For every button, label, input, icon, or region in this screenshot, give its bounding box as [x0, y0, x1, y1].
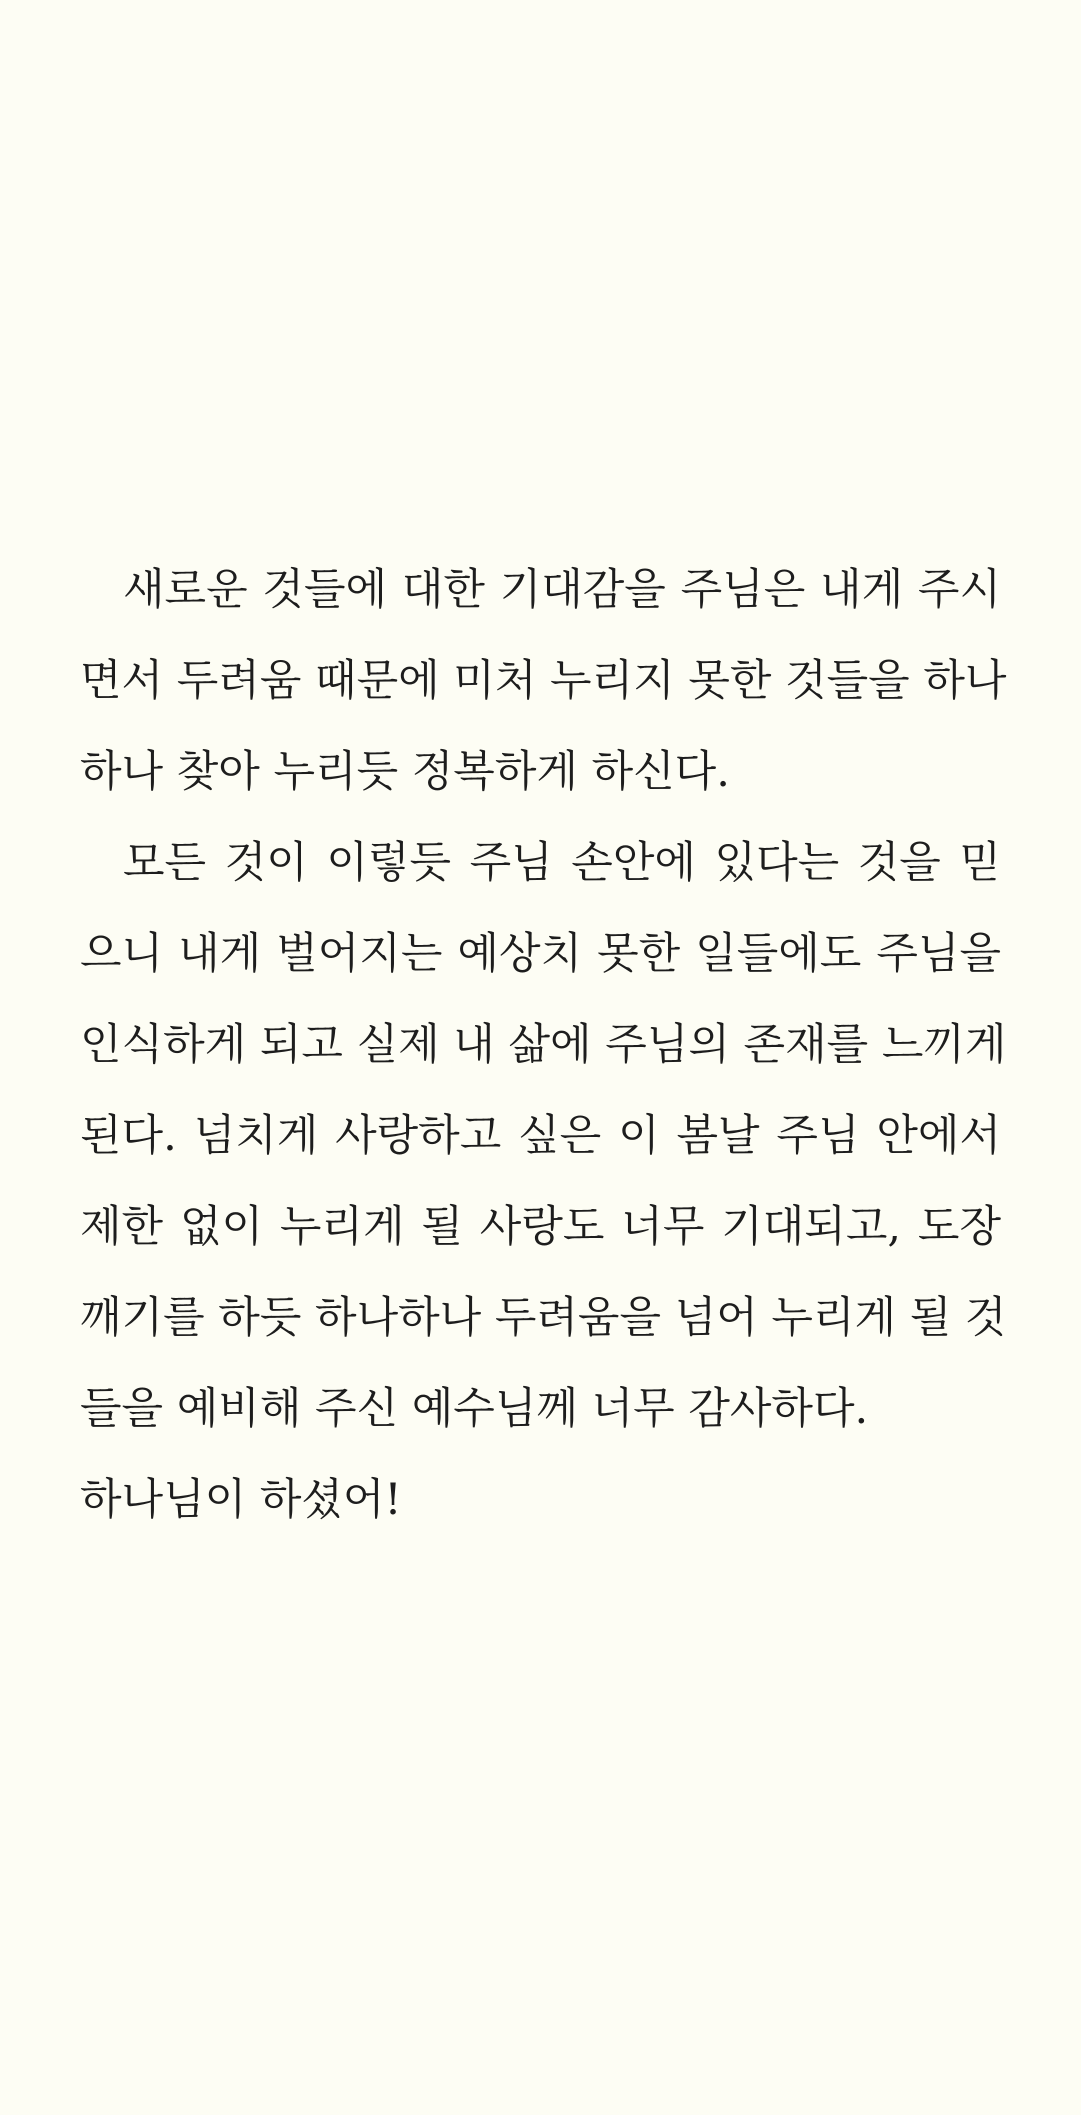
paragraph-1: [80, 545, 1007, 818]
reader-page: [80, 545, 1007, 1546]
text-line: 면서 두려움 때문에 미처 누리지 못한 것들을 하나: [80, 656, 1007, 706]
paragraph-2: [80, 818, 1007, 1455]
text-line: 하나 찾아 누리듯 정복하게 하신다.: [80, 747, 730, 797]
text-line: 들을 예비해 주신 예수님께 너무 감사하다.: [80, 1384, 869, 1434]
text-line: 된다. 넘치게 사랑하고 싶은 이 봄날 주님 안에서: [80, 1111, 1001, 1161]
text-line: 새로운 것들에 대한 기대감을 주님은 내게 주시: [123, 565, 1001, 615]
text-line: 인식하게 되고 실제 내 삶에 주님의 존재를 느끼게: [80, 1020, 1007, 1070]
text-line: 으니 내게 벌어지는 예상치 못한 일들에도 주님을: [80, 929, 1001, 979]
text-line: 제한 없이 누리게 될 사랑도 너무 기대되고, 도장: [80, 1202, 1001, 1252]
closing-line: 하나님이 하셨어!: [80, 1475, 402, 1525]
text-line: 깨기를 하듯 하나하나 두려움을 넘어 누리게 될 것: [80, 1293, 1007, 1343]
text-line: 모든 것이 이렇듯 주님 손안에 있다는 것을 믿: [123, 838, 1001, 888]
